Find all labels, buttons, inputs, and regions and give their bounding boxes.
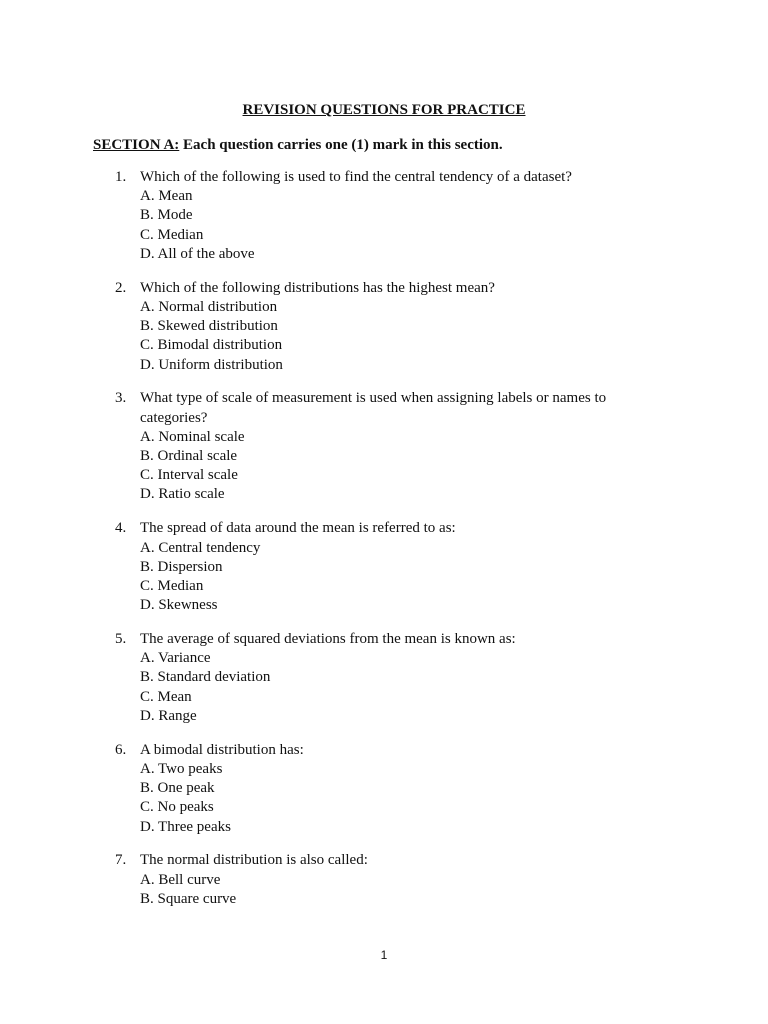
option-list [140,871,640,909]
option-d: D. Skewness [140,597,218,614]
question-number: 7. [115,852,127,869]
document-title: REVISION QUESTIONS FOR PRACTICE [242,102,526,118]
question-text: Which of the following is used to find the central tendency of a dataset? [140,169,572,185]
question-item [0,851,768,909]
question-body [140,851,640,909]
question-text: A bimodal distribution has: [140,741,304,758]
question-number: 1. [115,169,127,185]
option-d: D. Ratio scale [140,486,225,503]
option-b: B. Mode [140,207,193,224]
question-number: 6. [115,741,127,758]
option-b: B. One peak [140,780,215,797]
question-item [0,519,768,615]
option-list [140,428,640,505]
question-body [140,168,640,264]
question-body [140,279,640,375]
question-body [140,741,640,837]
option-a: A. Nominal scale [140,428,245,445]
question-item [0,279,768,375]
question-item [0,168,768,264]
option-b: B. Ordinal scale [140,448,238,465]
option-b: B. Standard deviation [140,669,271,686]
option-d: D. All of the above [140,245,255,262]
question-number: 2. [115,279,127,296]
option-c: C. Bimodal distribution [140,337,283,354]
option-a: A. Normal distribution [140,298,278,315]
question-text: What type of scale of measurement is used when assigning labels or names to categories? [140,390,607,426]
question-list [0,168,768,924]
option-list [140,298,640,375]
option-a: A. Central tendency [140,539,261,556]
option-a: A. Two peaks [140,760,223,777]
option-d: D. Uniform distribution [140,356,283,373]
option-list [140,649,640,726]
question-text: The normal distribution is also called: [140,852,368,869]
question-item [0,389,768,504]
option-d: D. Three peaks [140,818,231,835]
option-c: C. Median [140,577,204,594]
option-c: C. Median [140,226,204,243]
option-c: C. No peaks [140,799,214,816]
option-d: D. Range [140,707,197,724]
question-body [140,519,640,615]
question-body [140,630,640,726]
option-c: C. Mean [140,688,192,705]
option-list [140,760,640,837]
option-list [140,187,640,264]
question-item [0,630,768,726]
option-b: B. Dispersion [140,558,223,575]
section-label: SECTION A: [93,137,180,153]
question-text: Which of the following distributions has the highest mean? [140,279,495,296]
question-number: 5. [115,631,127,648]
option-b: B. Square curve [140,890,237,907]
question-body [140,389,640,504]
option-a: A. Mean [140,188,193,205]
question-number: 3. [115,390,127,407]
question-item [0,741,768,837]
option-c: C. Interval scale [140,467,238,484]
page-number: 1 [380,948,388,962]
question-text: The average of squared deviations from the mean is known as: [140,631,516,648]
question-number: 4. [115,520,127,537]
option-b: B. Skewed distribution [140,318,278,335]
section-instruction: Each question carries one (1) mark in this section. [179,137,503,153]
option-a: A. Variance [140,650,211,667]
option-list [140,539,640,616]
section-heading [93,136,503,155]
question-text: The spread of data around the mean is referred to as: [140,520,456,537]
option-a: A. Bell curve [140,871,221,888]
